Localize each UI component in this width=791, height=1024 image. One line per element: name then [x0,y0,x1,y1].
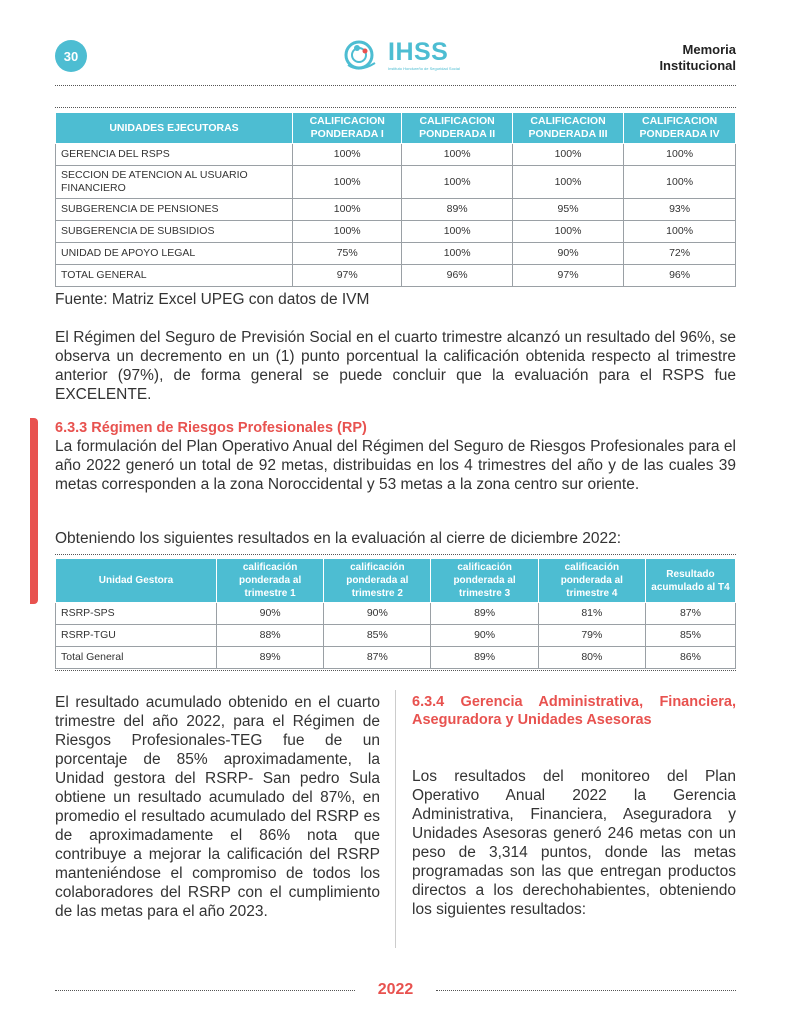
header-cell: CALIFICACION PONDERADA I [293,113,402,144]
value-cell: 100% [624,221,736,243]
table-top-divider [55,107,736,108]
value-cell: 87% [324,647,431,669]
value-cell: 89% [217,647,324,669]
header-cell: calificación ponderada al trimestre 1 [217,559,324,603]
table-row [56,221,736,243]
row-name-cell: SUBGERENCIA DE SUBSIDIOS [56,221,293,243]
value-cell: 100% [624,144,736,166]
value-cell: 96% [402,265,512,287]
value-cell: 100% [402,221,512,243]
value-cell: 90% [217,603,324,625]
header-cell: calificación ponderada al trimestre 3 [431,559,538,603]
header-cell: UNIDADES EJECUTORAS [56,113,293,144]
value-cell: 90% [324,603,431,625]
rp-paragraph: La formulación del Plan Operativo Anual del Régimen del Seguro de Riesgos Profesionales para el año 2022 generó un total de 92 metas, distribuidas en los 4 trimestres del año y de las cuales 39 metas corresponden a la zona Noroccidental y 53 metas a la zona centro sur oriente. [55,438,736,493]
rsps-paragraph: El Régimen del Seguro de Previsión Social en el cuarto trimestre alcanzó un resultado del 96%, se observa un decremento en un (1) punto porcentual la calificación obtenida respecto al trimestre anterior (97%), de forma general se puede concluir que la evaluación para el RSPS fue EXCELENTE. [55,329,736,403]
table-row [56,166,736,199]
table-header-row [56,559,736,603]
value-cell: 75% [293,243,402,265]
value-cell: 100% [512,221,623,243]
value-cell: 100% [402,166,512,199]
value-cell: 86% [645,647,735,669]
table-row [56,144,736,166]
header-divider [55,85,736,86]
rsps-units-table [55,112,736,287]
value-cell: 80% [538,647,645,669]
gerencia-paragraph: Los resultados del monitoreo del Plan Operativo Anual 2022 la Gerencia Administrativa, Financiera, Aseguradora y Unidades Asesoras generó 246 metas con un peso de 3,314 puntos, donde las metas programadas son las que entregan productos directos a los derechohabientes, obteniendo los siguientes resultados: [412,768,736,918]
table-row [56,265,736,287]
row-name-cell: GERENCIA DEL RSPS [56,144,293,166]
value-cell: 100% [512,144,623,166]
table-row [56,625,736,647]
header-cell: Resultado acumulado al T4 [645,559,735,603]
value-cell: 88% [217,625,324,647]
value-cell: 95% [512,199,623,221]
row-name-cell: TOTAL GENERAL [56,265,293,287]
table-row [56,243,736,265]
footer-year: 2022 [377,981,414,998]
document-title-line1: Memoria [682,42,736,57]
value-cell: 100% [512,166,623,199]
header-cell: Unidad Gestora [56,559,217,603]
source-note: Fuente: Matriz Excel UPEG con datos de IVM [55,291,370,308]
header-cell: CALIFICACION PONDERADA II [402,113,512,144]
rsrp-results-table [55,558,736,669]
results-intro-paragraph: Obteniendo los siguientes resultados en la evaluación al cierre de diciembre 2022: [55,530,622,547]
table-row [56,199,736,221]
column-divider [395,690,396,948]
header-cell: CALIFICACION PONDERADA IV [624,113,736,144]
table-row [56,603,736,625]
row-name-cell: RSRP-TGU [56,625,217,647]
value-cell: 90% [512,243,623,265]
header-cell: calificación ponderada al trimestre 2 [324,559,431,603]
value-cell: 100% [293,166,402,199]
row-name-cell: RSRP-SPS [56,603,217,625]
value-cell: 85% [645,625,735,647]
value-cell: 89% [402,199,512,221]
value-cell: 85% [324,625,431,647]
value-cell: 96% [624,265,736,287]
table-row [56,647,736,669]
header-cell: calificación ponderada al trimestre 4 [538,559,645,603]
value-cell: 93% [624,199,736,221]
value-cell: 89% [431,603,538,625]
value-cell: 81% [538,603,645,625]
document-title [659,42,736,74]
value-cell: 79% [538,625,645,647]
table-header-row [56,113,736,144]
value-cell: 100% [402,144,512,166]
section-heading-gerencia: 6.3.4 Gerencia Administrativa, Financiera, Aseguradora y Unidades Asesoras [412,694,736,728]
value-cell: 100% [624,166,736,199]
page-number-badge: 30 [55,40,87,72]
section-accent-bar [30,418,38,604]
document-title-line2: Institucional [659,58,736,73]
value-cell: 87% [645,603,735,625]
value-cell: 100% [293,199,402,221]
section-heading-rp: 6.3.3 Régimen de Riesgos Profesionales (RP) [55,420,367,436]
row-name-cell: Total General [56,647,217,669]
value-cell: 100% [402,243,512,265]
logo-text: IHSS [388,38,449,66]
logo-subtitle: Instituto Hondureño de Seguridad Social [388,66,460,71]
value-cell: 90% [431,625,538,647]
value-cell: 100% [293,144,402,166]
row-name-cell: UNIDAD DE APOYO LEGAL [56,243,293,265]
header-cell: CALIFICACION PONDERADA III [512,113,623,144]
value-cell: 97% [512,265,623,287]
table2-top-divider [55,554,736,555]
value-cell: 89% [431,647,538,669]
value-cell: 100% [293,221,402,243]
row-name-cell: SUBGERENCIA DE PENSIONES [56,199,293,221]
value-cell: 72% [624,243,736,265]
rsrp-summary-paragraph: El resultado acumulado obtenido en el cuarto trimestre del año 2022, para el Régimen de Riesgos Profesionales-TEG fue de un porcentaje de 85% aproximadamente, la Unidad gestora del RSRP- San pedro Sula obtiene un resultado acumulado del 87%, en promedio el resultado acumulado del RSRP es de aproximadamente el 86% nota que contribuye a mejorar la calificación del RSRP manteniéndose el compromiso de todos los colaboradores del RSRP con el cumplimiento de las metas para el año 2023. [55,694,380,920]
row-name-cell: SECCION DE ATENCION AL USUARIO FINANCIERO [56,166,293,199]
table2-bottom-divider [55,670,736,671]
value-cell: 97% [293,265,402,287]
